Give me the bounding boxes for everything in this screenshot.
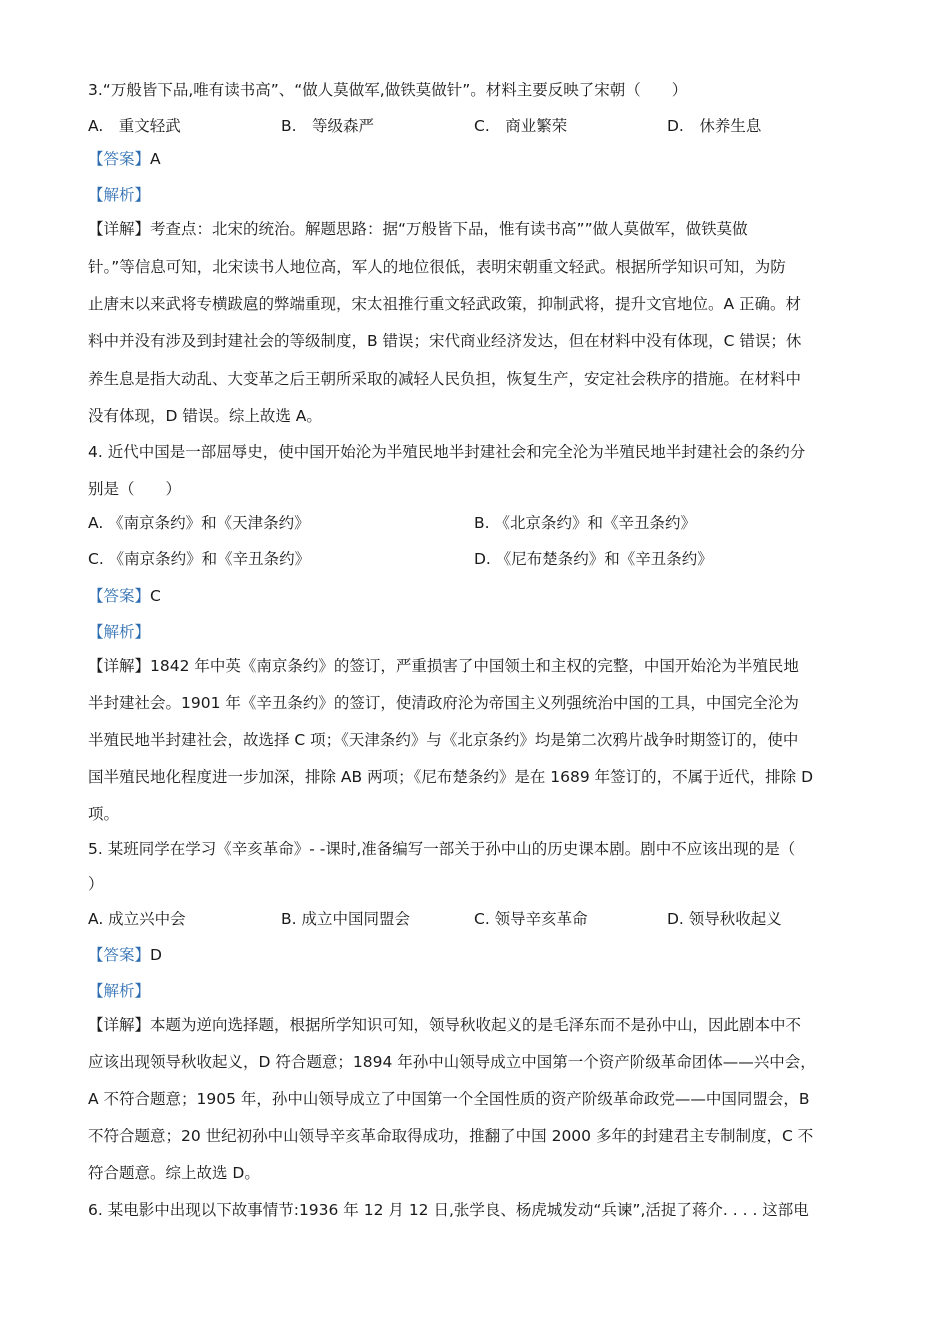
q4-stem-2: 别是（ ） [88,480,182,498]
q4-option-c: C. 《南京条约》和《辛丑条约》 [88,550,311,568]
answer-value: A [150,150,161,168]
q3-detail-5: 养生息是指大动乱、大变革之后王朝所采取的减轻人民负担，恢复生产，安定社会秩序的措施。在材料中 [88,370,802,388]
detail-text: 1842 年中英《南京条约》的签订，严重损害了中国领土和主权的完整，中国开始沦为半殖民地 [150,657,799,675]
q3-option-b: B. 等级森严 [281,117,375,135]
q3-answer [88,148,862,170]
q5-detail-4: 不符合题意；20 世纪初孙中山领导辛亥革命取得成功，推翻了中国 2000 多年的封建君主专制制度，C 不 [88,1127,814,1145]
q3-detail-6: 没有体现，D 错误。综上故选 A。 [88,407,322,425]
detail-text: 考查点：北宋的统治。解题思路：据“万般皆下品，惟有读书高””做人莫做军，做铁莫做 [150,220,748,238]
q3-analysis-tag: 【解析】 [88,186,151,204]
q4-detail-2: 半封建社会。1901 年《辛丑条约》的签订，使清政府沦为帝国主义列强统治中国的工具，中国完全沦为 [88,694,799,712]
detail-tag: 【详解】 [88,657,151,675]
detail-tag: 【详解】 [88,220,151,238]
q5-detail-5: 符合题意。综上故选 D。 [88,1164,260,1182]
q4-option-d: D. 《尼布楚条约》和《辛丑条约》 [474,550,713,568]
q4-analysis-tag: 【解析】 [88,623,151,641]
q5-answer [88,944,862,966]
q4-answer [88,585,862,607]
detail-tag: 【详解】 [88,1016,151,1034]
answer-value: C [150,587,161,605]
q4-detail-5: 项。 [88,805,120,823]
q4-stem-1: 4. 近代中国是一部屈辱史，使中国开始沦为半殖民地半封建社会和完全沦为半殖民地半封建社会的条约分 [88,443,806,461]
q5-stem-1: 5. 某班同学在学习《辛亥革命》- -课时,准备编写一部关于孙中山的历史课本剧。剧中不应该出现的是（ [88,840,796,858]
q5-detail-3: A 不符合题意；1905 年，孙中山领导成立了中国第一个全国性质的资产阶级革命政党——中国同盟会，B [88,1090,810,1108]
q3-detail-1 [88,218,862,240]
q6-stem: 6. 某电影中出现以下故事情节:1936 年 12 月 12 日,张学良、杨虎城发动“兵谏”,活捉了蒋介. . . . 这部电 [88,1201,809,1219]
q5-option-c: C. 领导辛亥革命 [474,910,588,928]
answer-tag: 【答案】 [88,150,151,168]
q3-detail-4: 料中并没有涉及到封建社会的等级制度，B 错误；宋代商业经济发达，但在材料中没有体现，C 错误；休 [88,332,802,350]
q4-detail-3: 半殖民地半封建社会，故选择 C 项；《天津条约》与《北京条约》均是第二次鸦片战争时期签订的，使中 [88,731,799,749]
q4-option-b: B. 《北京条约》和《辛丑条约》 [474,514,696,532]
q5-stem-2: ） [88,875,104,893]
q3-detail-3: 止唐末以来武将专横跋扈的弊端重现，宋太祖推行重文轻武政策，抑制武将，提升文官地位。A 正确。材 [88,295,802,313]
q3-detail-2: 针。”等信息可知，北宋读书人地位高，军人的地位很低，表明宋朝重文轻武。根据所学知识可知，为防 [88,258,786,276]
answer-tag: 【答案】 [88,587,151,605]
answer-value: D [150,946,162,964]
q5-detail-2: 应该出现领导秋收起义，D 符合题意；1894 年孙中山领导成立中国第一个资产阶级革命团体——兴中会， [88,1053,816,1071]
q3-option-a: A. 重文轻武 [88,117,181,135]
q4-detail-4: 国半殖民地化程度进一步加深，排除 AB 两项；《尼布楚条约》是在 1689 年签订的，不属于近代，排除 D [88,768,814,786]
answer-tag: 【答案】 [88,946,151,964]
q3-option-c: C. 商业繁荣 [474,117,568,135]
q4-detail-1 [88,655,862,677]
q4-option-a: A. 《南京条约》和《天津条约》 [88,514,310,532]
q3-stem: 3.“万般皆下品,唯有读书高”、“做人莫做军,做铁莫做针”。材料主要反映了宋朝（ ） [88,81,688,99]
q3-option-d: D. 休养生息 [667,117,762,135]
q5-option-d: D. 领导秋收起义 [667,910,782,928]
q5-option-a: A. 成立兴中会 [88,910,186,928]
detail-text: 本题为逆向选择题，根据所学知识可知，领导秋收起义的是毛泽东而不是孙中山，因此剧本中不 [150,1016,802,1034]
q5-option-b: B. 成立中国同盟会 [281,910,410,928]
q5-detail-1 [88,1014,862,1036]
q5-analysis-tag: 【解析】 [88,982,151,1000]
